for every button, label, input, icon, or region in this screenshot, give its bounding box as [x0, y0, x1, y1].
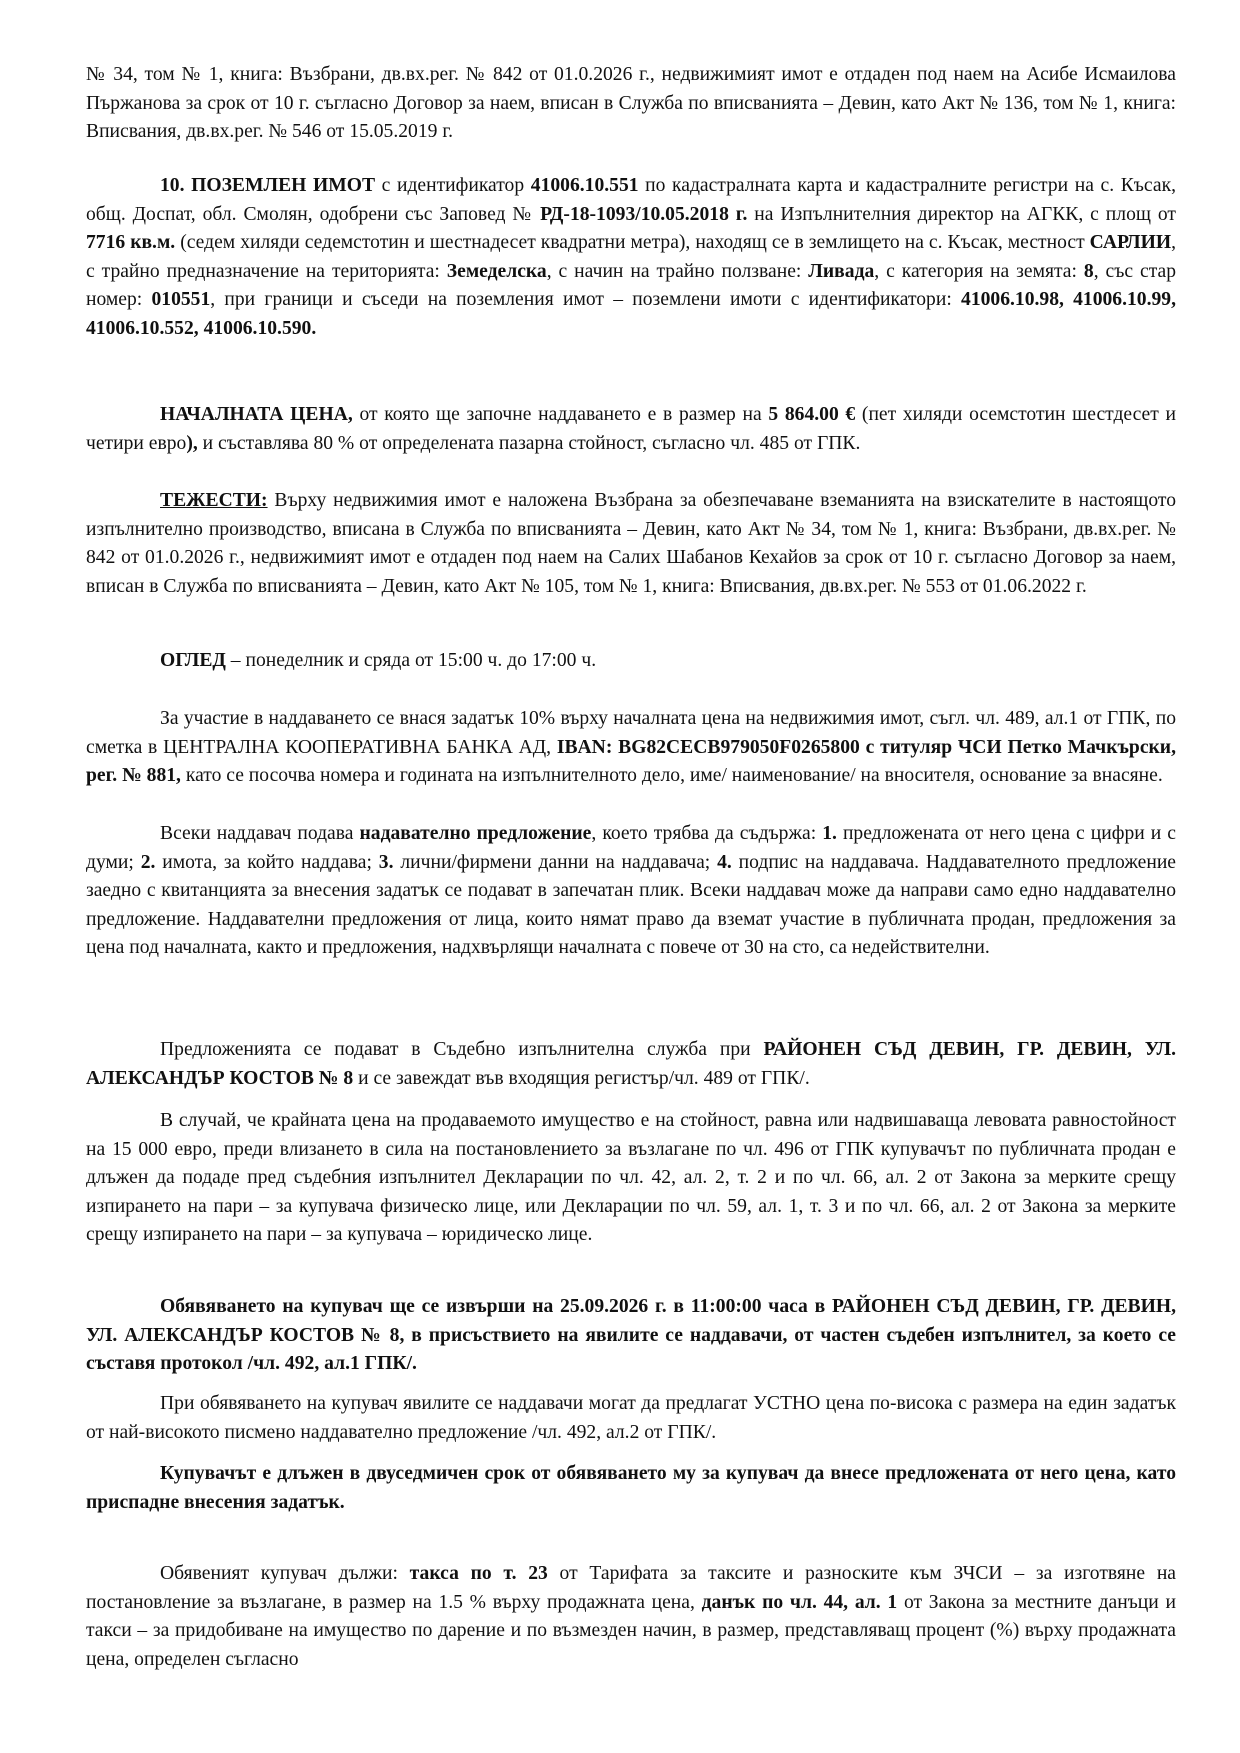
list-number: 3. [378, 851, 394, 873]
paragraph-submission [86, 1036, 1176, 1093]
text-run: , което трябва да съдържа: [591, 823, 823, 844]
list-number: 1. [822, 823, 837, 844]
text-run: подпис на наддавача. Наддавателното предложение заедно с квитанцията за внесения задатък се подават в запечатан плик. Всеки наддавач може да направи само едно наддавателно предложение. Наддавателни предложения от лица, които нямат право да вземат участие в публичната продан, предложения за цена под началната, както и предложения, надхвърлящи началната с повече от 30 на сто, са недействителни. [86, 851, 1177, 959]
text-run: ), [186, 432, 198, 454]
text-run: на Изпълнителния директор на АГКК, с площ от [747, 203, 1176, 225]
land-category: 8 [1083, 260, 1094, 282]
text-run: Обявеният купувач дължи: [160, 1563, 410, 1584]
list-number: 4. [717, 851, 732, 873]
locality-name: САРЛИИ [1089, 232, 1172, 254]
text-run: лични/фирмени данни на наддавача; [393, 851, 718, 873]
text-run: , с трайно предназначение на територията: [86, 232, 1176, 282]
text-run: имота, за който наддава; [155, 851, 379, 873]
order-reference: РД-18-1093/10.05.2018 г. [540, 203, 748, 225]
text-run: , със стар номер: [86, 260, 1176, 311]
list-number: 2. [140, 851, 156, 873]
text-run: като се посочва номера и годината на изпълнителното дело, име/ наименование/ на вносителя, основание за внасяне. [180, 765, 1163, 787]
text-run: В случай, че крайната цена на продаваемото имущество е на стойност, равна или надвишаваща левовата равностойност на 15 000 евро, преди влизането в сила на постановлението за възлагане по чл. 496 от ГПК купувачът по публичната продан е длъжен да подаде пред съдебния изпълнител Декларации по чл. 42, ал. 2, т. 2 и по чл. 66, ал. 2 от Закона за мерките срещу изпирането на пари – за купувача физическо лице, или Декларации по чл. 59, ал. 1, т. 3 и по чл. 66, ал. 2 от Закона за мерките срещу изпирането на пари – за купувача – юридическо лице. [86, 1110, 1176, 1246]
text-run: Всеки наддавач подава [160, 823, 360, 844]
text-run: Върху недвижимия имот е наложена Възбрана за обезпечаване вземанията на взискателите в настоящото изпълнително производство, вписана в Служба по вписванията – Девин, като Акт № 34, том № 1, книга: Възбрани, дв.вх.рег. № 842 от 01.0.2026 г., недвижимият имот е отдаден под наем на Салих Шабанов Кехайов за срок от 10 г. съгласно Договор за наем, вписан в Служба по вписванията – Девин, като Акт № 105, том № 1, книга: Вписвания, дв.вх.рег. № 553 от 01.06.2022 г. [86, 490, 1176, 597]
starting-price-label: НАЧАЛНАТА ЦЕНА, [160, 404, 353, 425]
property-heading: ПОЗЕМЛЕН ИМОТ [191, 175, 376, 196]
text-run: от която ще започне наддаването е в размер на [352, 404, 769, 425]
paragraph-buyer-fees [86, 1560, 1176, 1674]
text-run: предложената от него цена с цифри и с думи; [86, 823, 1177, 873]
text-run: , с начин на трайно ползване: [546, 260, 809, 282]
territory-purpose: Земеделска [446, 260, 547, 282]
tax-reference: данък по чл. 44, ал. 1 [701, 1591, 898, 1613]
fee-reference: такса по т. 23 [409, 1563, 548, 1584]
text-run: с идентификатор [375, 175, 531, 196]
paragraph-encumbrance-continued [86, 61, 1176, 147]
paragraph-starting-price [86, 401, 1176, 458]
text-run: , с категория на земята: [874, 260, 1084, 282]
paragraph-text: № 34, том № 1, книга: Възбрани, дв.вх.рег. № 842 от 01.0.2026 г., недвижимият имот е отдаден под наем на Асибе Исмаилова Пържанова за срок от 10 г. съгласно Договор за наем, вписан в Служба по вписванията – Девин, като Акт № 136, том № 1, книга: Вписвания, дв.вх.рег. № 546 от 15.05.2019 г. [86, 64, 1176, 143]
inspection-label: ОГЛЕД [160, 650, 226, 671]
text-run: . [311, 317, 317, 339]
paragraph-buyer-announcement [86, 1293, 1176, 1379]
text-run: от Закона за местните данъци и такси – за придобиване на имущество по дарение и по възмезден начин, в размер, представляващ процент (%) върху продажната цена, определен съгласно [86, 1591, 1177, 1670]
paragraph-bid-requirements [86, 820, 1176, 963]
paragraph-oral-bids [86, 1390, 1176, 1447]
encumbrances-label: ТЕЖЕСТИ: [160, 490, 268, 511]
text-run: и се завеждат във входящия регистър/чл. 489 от ГПК/. [353, 1067, 810, 1089]
text-run: Обявяването на купувач ще се извърши на 25.09.2026 г. в 11:00:00 часа в РАЙОНЕН СЪД ДЕВИН, ГР. ДЕВИН, УЛ. АЛЕКСАНДЪР КОСТОВ № 8, в присъствието на явилите се наддавачи, от частен съдебен изпълнител, за което се съставя протокол /чл. 492, ал.1 ГПК/. [86, 1296, 1176, 1375]
text-run: , при граници и съседи на поземления имот – поземлени имоти с идентификатори: [210, 289, 962, 311]
text-run: от Тарифата за таксите и разноските към ЗЧСИ – за изготвяне на постановление за възлагане, в размер на 1.5 % върху продажната цена, [86, 1563, 1177, 1613]
text-run: Купувачът е длъжен в двуседмичен срок от обявяването му за купувач да внесе предложената от него цена, като приспадне внесения задатък. [86, 1463, 1176, 1513]
text-run: (пет хиляди осемстотин шестдесет и четири евро [86, 404, 1176, 454]
text-run: Предложенията се подават в Съдебно изпълнителна служба при [160, 1039, 764, 1060]
text-run: При обявяването на купувач явилите се наддавачи могат да предлагат УСТНО цена по-висока с размера на един задатък от най-високото писмено наддавателно предложение /чл. 492, ал.2 от ГПК/. [86, 1393, 1176, 1443]
item-number: 10. [160, 175, 185, 196]
text-run: За участие в наддаването се внася задатък 10% върху началната цена на недвижимия имот, съгл. чл. 489, ал.1 от ГПК, по сметка в ЦЕНТРАЛНА КООПЕРАТИВНА БАНКА АД, [86, 708, 1176, 758]
paragraph-declarations [86, 1107, 1176, 1250]
usage-type: Ливада [808, 260, 875, 282]
bid-term: надавателно предложение [359, 823, 592, 844]
property-identifier: 41006.10.551 [530, 175, 639, 196]
starting-price-value: 5 864.00 € [768, 404, 856, 425]
paragraph-payment-deadline [86, 1460, 1176, 1517]
court-address: РАЙОНЕН СЪД ДЕВИН, ГР. ДЕВИН, УЛ. АЛЕКСАНДЪР КОСТОВ № 8 [86, 1039, 1177, 1089]
text-run: и съставлява 80 % от определената пазарна стойност, съгласно чл. 485 от ГПК. [197, 432, 861, 454]
paragraph-inspection [86, 647, 1176, 676]
paragraph-property-10 [86, 172, 1176, 344]
text-run: – понеделник и сряда от 15:00 ч. до 17:00 ч. [225, 650, 597, 671]
text-run: (седем хиляди седемстотин и шестнадесет квадратни метра), находящ се в землището на с. Късак, местност [175, 232, 1090, 254]
paragraph-encumbrances [86, 487, 1176, 601]
bank-account: IBAN: BG82CECB979050F0265800 с титуляр ЧСИ Петко Мачкърски, рег. № 881, [86, 736, 1176, 787]
property-area: 7716 кв.м. [86, 232, 176, 254]
neighbor-identifiers: 41006.10.98, 41006.10.99, 41006.10.552, 41006.10.590 [86, 289, 1176, 339]
text-run: по кадастралната карта и кадастралните регистри на с. Късак, общ. Доспат, обл. Смолян, одобрени със Заповед № [86, 175, 1176, 225]
old-number: 010551 [151, 289, 211, 311]
paragraph-deposit [86, 705, 1176, 791]
